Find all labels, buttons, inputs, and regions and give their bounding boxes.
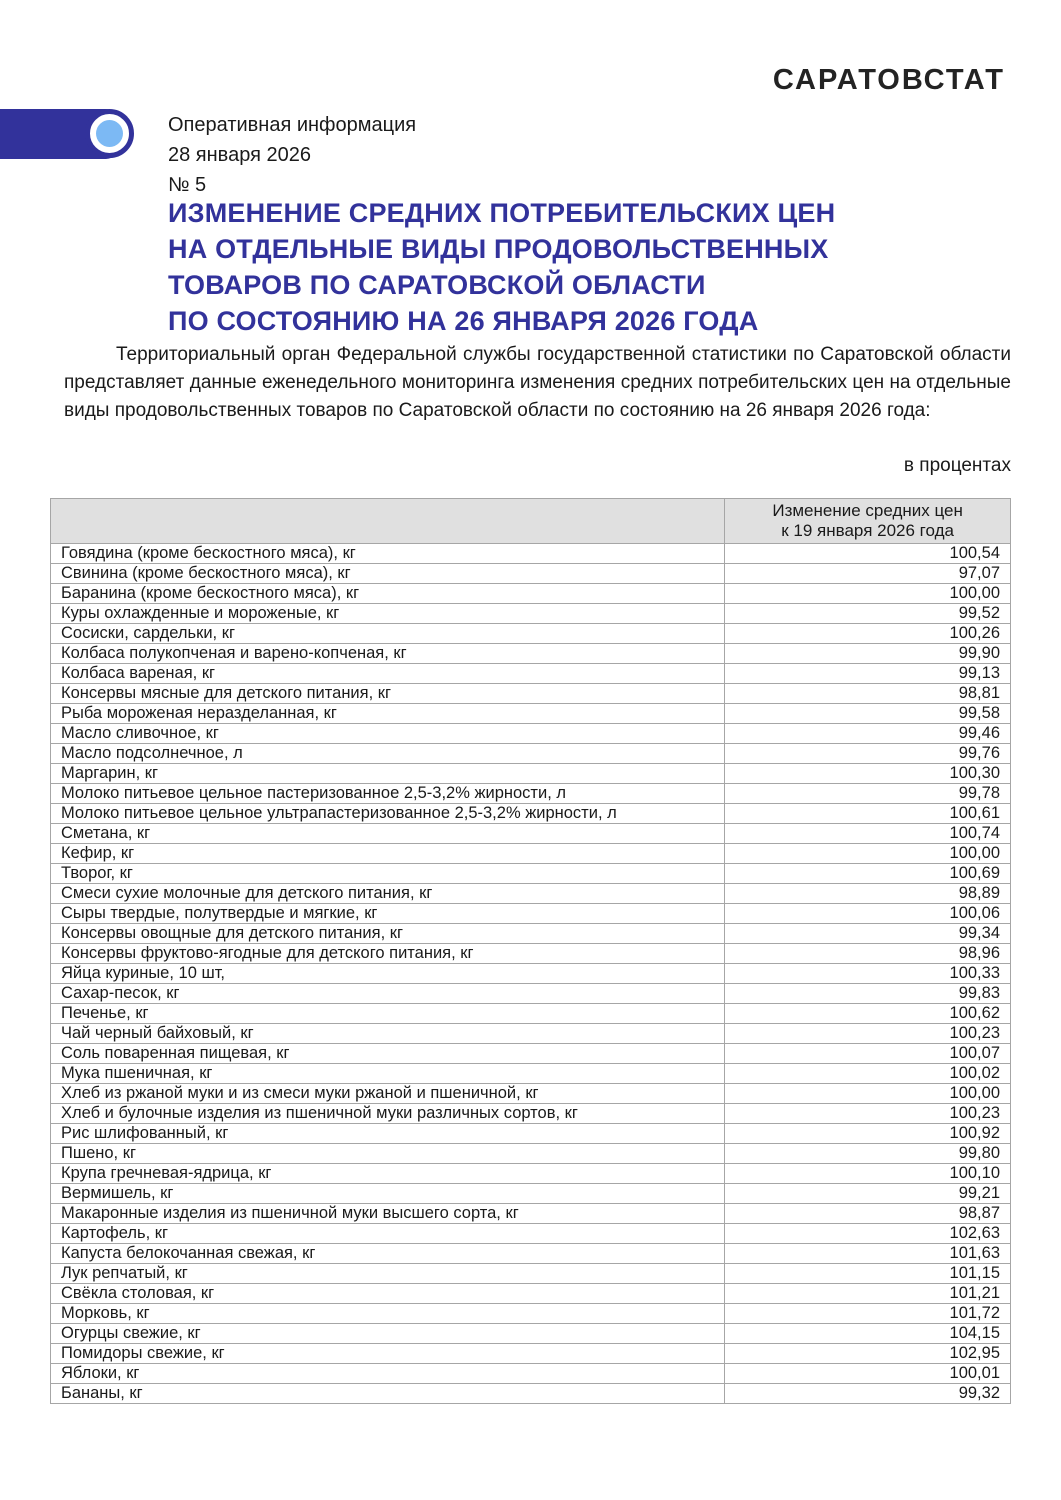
price-change-cell: 100,30 — [725, 764, 1011, 784]
table-row — [51, 604, 1011, 624]
product-name-cell: Помидоры свежие, кг — [51, 1344, 725, 1364]
price-change-cell: 100,01 — [725, 1364, 1011, 1384]
table-row — [51, 824, 1011, 844]
product-name-cell: Сахар-песок, кг — [51, 984, 725, 1004]
product-name-cell: Маргарин, кг — [51, 764, 725, 784]
product-name-cell: Хлеб из ржаной муки и из смеси муки ржаной и пшеничной, кг — [51, 1084, 725, 1104]
product-name-cell: Картофель, кг — [51, 1224, 725, 1244]
product-name-cell: Свинина (кроме бескостного мяса), кг — [51, 564, 725, 584]
info-type-line: Оперативная информация — [168, 114, 417, 136]
product-name-cell: Яблоки, кг — [51, 1364, 725, 1384]
price-change-cell: 99,21 — [725, 1184, 1011, 1204]
product-name-cell: Вермишель, кг — [51, 1184, 725, 1204]
table-row — [51, 1344, 1011, 1364]
price-change-cell: 101,63 — [725, 1244, 1011, 1264]
price-change-cell: 99,13 — [725, 664, 1011, 684]
table-row — [51, 644, 1011, 664]
product-name-cell: Свёкла столовая, кг — [51, 1284, 725, 1304]
price-change-cell: 97,07 — [725, 564, 1011, 584]
price-change-cell: 98,96 — [725, 944, 1011, 964]
price-change-cell: 100,69 — [725, 864, 1011, 884]
product-name-cell: Смеси сухие молочные для детского питания, кг — [51, 884, 725, 904]
intro-paragraph: Территориальный орган Федеральной службы государственной статистики по Саратовской области представляет данные еженедельного мониторинга изменения средних потребительских цен на отдельные виды продовольственных товаров по Саратовской области по состоянию на 26 января 2026 года: — [64, 344, 1011, 421]
product-name-cell: Чай черный байховый, кг — [51, 1024, 725, 1044]
table-row — [51, 584, 1011, 604]
product-name-cell: Морковь, кг — [51, 1304, 725, 1324]
product-name-cell: Хлеб и булочные изделия из пшеничной муки различных сортов, кг — [51, 1104, 725, 1124]
product-name-cell: Кефир, кг — [51, 844, 725, 864]
price-change-cell: 100,33 — [725, 964, 1011, 984]
info-date-line: 28 января 2026 — [168, 144, 311, 166]
product-name-cell: Яйца куриные, 10 шт, — [51, 964, 725, 984]
table-row — [51, 764, 1011, 784]
table-row — [51, 1104, 1011, 1124]
product-name-cell: Огурцы свежие, кг — [51, 1324, 725, 1344]
table-row — [51, 1084, 1011, 1104]
table-row — [51, 1224, 1011, 1244]
logo-dot-icon — [96, 120, 123, 147]
table-row — [51, 664, 1011, 684]
table-row — [51, 864, 1011, 884]
title-line-4: ПО СОСТОЯНИЮ НА 26 ЯНВАРЯ 2026 ГОДА — [168, 306, 759, 336]
value-header-line-1: Изменение средних цен — [772, 501, 963, 520]
price-change-cell: 101,72 — [725, 1304, 1011, 1324]
price-change-cell: 100,06 — [725, 904, 1011, 924]
product-name-cell: Печенье, кг — [51, 1004, 725, 1024]
price-change-cell: 99,32 — [725, 1384, 1011, 1404]
product-name-cell: Сметана, кг — [51, 824, 725, 844]
brand-wordmark: САРАТОВСТАТ — [772, 64, 1005, 96]
value-column-header — [725, 499, 1011, 544]
product-name-cell: Масло подсолнечное, л — [51, 744, 725, 764]
price-change-cell: 100,23 — [725, 1024, 1011, 1044]
product-column-header — [51, 499, 725, 544]
price-change-cell: 100,00 — [725, 584, 1011, 604]
table-row — [51, 1184, 1011, 1204]
price-change-cell: 99,90 — [725, 644, 1011, 664]
product-name-cell: Колбаса вареная, кг — [51, 664, 725, 684]
table-row — [51, 1284, 1011, 1304]
units-note: в процентах — [903, 455, 1011, 476]
table-row — [51, 924, 1011, 944]
table-row — [51, 1244, 1011, 1264]
table-row — [51, 744, 1011, 764]
price-change-cell: 100,26 — [725, 624, 1011, 644]
table-row — [51, 1204, 1011, 1224]
table-row — [51, 704, 1011, 724]
price-change-cell: 102,95 — [725, 1344, 1011, 1364]
product-name-cell: Сосиски, сардельки, кг — [51, 624, 725, 644]
product-name-cell: Молоко питьевое цельное ультрапастеризованное 2,5-3,2% жирности, л — [51, 804, 725, 824]
product-name-cell: Консервы мясные для детского питания, кг — [51, 684, 725, 704]
price-change-cell: 100,00 — [725, 1084, 1011, 1104]
table-row — [51, 984, 1011, 1004]
product-name-cell: Сыры твердые, полутвердые и мягкие, кг — [51, 904, 725, 924]
price-change-cell: 98,87 — [725, 1204, 1011, 1224]
price-table-body — [51, 544, 1011, 1404]
price-change-cell: 98,81 — [725, 684, 1011, 704]
price-table-head — [51, 499, 1011, 544]
table-row — [51, 1124, 1011, 1144]
price-change-cell: 100,61 — [725, 804, 1011, 824]
table-row — [51, 544, 1011, 564]
product-name-cell: Консервы фруктово-ягодные для детского питания, кг — [51, 944, 725, 964]
product-name-cell: Колбаса полукопченая и варено-копченая, кг — [51, 644, 725, 664]
price-change-cell: 99,76 — [725, 744, 1011, 764]
product-name-cell: Консервы овощные для детского питания, кг — [51, 924, 725, 944]
table-row — [51, 1004, 1011, 1024]
table-row — [51, 1264, 1011, 1284]
product-name-cell: Творог, кг — [51, 864, 725, 884]
table-row — [51, 724, 1011, 744]
product-name-cell: Куры охлажденные и мороженые, кг — [51, 604, 725, 624]
product-name-cell: Мука пшеничная, кг — [51, 1064, 725, 1084]
product-name-cell: Бананы, кг — [51, 1384, 725, 1404]
product-name-cell: Масло сливочное, кг — [51, 724, 725, 744]
price-change-cell: 100,92 — [725, 1124, 1011, 1144]
title-line-2: НА ОТДЕЛЬНЫЕ ВИДЫ ПРОДОВОЛЬСТВЕННЫХ — [168, 234, 829, 264]
table-row — [51, 1144, 1011, 1164]
product-name-cell: Лук репчатый, кг — [51, 1264, 725, 1284]
price-change-cell: 100,74 — [725, 824, 1011, 844]
product-name-cell: Молоко питьевое цельное пастеризованное 2,5-3,2% жирности, л — [51, 784, 725, 804]
product-name-cell: Соль поваренная пищевая, кг — [51, 1044, 725, 1064]
price-change-cell: 99,78 — [725, 784, 1011, 804]
price-change-cell: 100,62 — [725, 1004, 1011, 1024]
table-row — [51, 784, 1011, 804]
table-row — [51, 624, 1011, 644]
saratovstat-logo-icon — [85, 109, 134, 158]
price-change-cell: 99,80 — [725, 1144, 1011, 1164]
table-row — [51, 1044, 1011, 1064]
price-change-cell: 98,89 — [725, 884, 1011, 904]
table-row — [51, 1364, 1011, 1384]
table-row — [51, 1164, 1011, 1184]
price-change-cell: 99,52 — [725, 604, 1011, 624]
table-row — [51, 884, 1011, 904]
price-change-cell: 104,15 — [725, 1324, 1011, 1344]
price-change-cell: 100,00 — [725, 844, 1011, 864]
table-row — [51, 1384, 1011, 1404]
table-row — [51, 1024, 1011, 1044]
price-change-cell: 101,21 — [725, 1284, 1011, 1304]
price-change-cell: 102,63 — [725, 1224, 1011, 1244]
price-change-cell: 99,83 — [725, 984, 1011, 1004]
product-name-cell: Рыба мороженая неразделанная, кг — [51, 704, 725, 724]
price-change-cell: 99,34 — [725, 924, 1011, 944]
product-name-cell: Пшено, кг — [51, 1144, 725, 1164]
title-line-1: ИЗМЕНЕНИЕ СРЕДНИХ ПОТРЕБИТЕЛЬСКИХ ЦЕН — [168, 198, 836, 228]
price-change-cell: 99,46 — [725, 724, 1011, 744]
table-row — [51, 1324, 1011, 1344]
price-change-cell: 100,02 — [725, 1064, 1011, 1084]
page-title — [168, 195, 835, 339]
table-row — [51, 804, 1011, 824]
title-line-3: ТОВАРОВ ПО САРАТОВСКОЙ ОБЛАСТИ — [168, 270, 706, 300]
price-table — [50, 498, 1011, 1404]
table-row — [51, 684, 1011, 704]
table-row — [51, 1304, 1011, 1324]
table-row — [51, 564, 1011, 584]
price-change-cell: 100,54 — [725, 544, 1011, 564]
product-name-cell: Баранина (кроме бескостного мяса), кг — [51, 584, 725, 604]
product-name-cell: Макаронные изделия из пшеничной муки высшего сорта, кг — [51, 1204, 725, 1224]
price-change-cell: 100,07 — [725, 1044, 1011, 1064]
product-name-cell: Говядина (кроме бескостного мяса), кг — [51, 544, 725, 564]
table-row — [51, 964, 1011, 984]
info-block — [168, 110, 416, 200]
price-change-cell: 100,10 — [725, 1164, 1011, 1184]
info-number-line: № 5 — [168, 174, 207, 196]
header-row — [51, 499, 1011, 544]
table-row — [51, 1064, 1011, 1084]
product-name-cell: Крупа гречневая-ядрица, кг — [51, 1164, 725, 1184]
product-name-cell: Рис шлифованный, кг — [51, 1124, 725, 1144]
table-row — [51, 944, 1011, 964]
price-change-cell: 100,23 — [725, 1104, 1011, 1124]
table-row — [51, 844, 1011, 864]
value-header-line-2: к 19 января 2026 года — [781, 521, 954, 540]
price-change-cell: 99,58 — [725, 704, 1011, 724]
table-row — [51, 904, 1011, 924]
product-name-cell: Капуста белокочанная свежая, кг — [51, 1244, 725, 1264]
price-change-cell: 101,15 — [725, 1264, 1011, 1284]
